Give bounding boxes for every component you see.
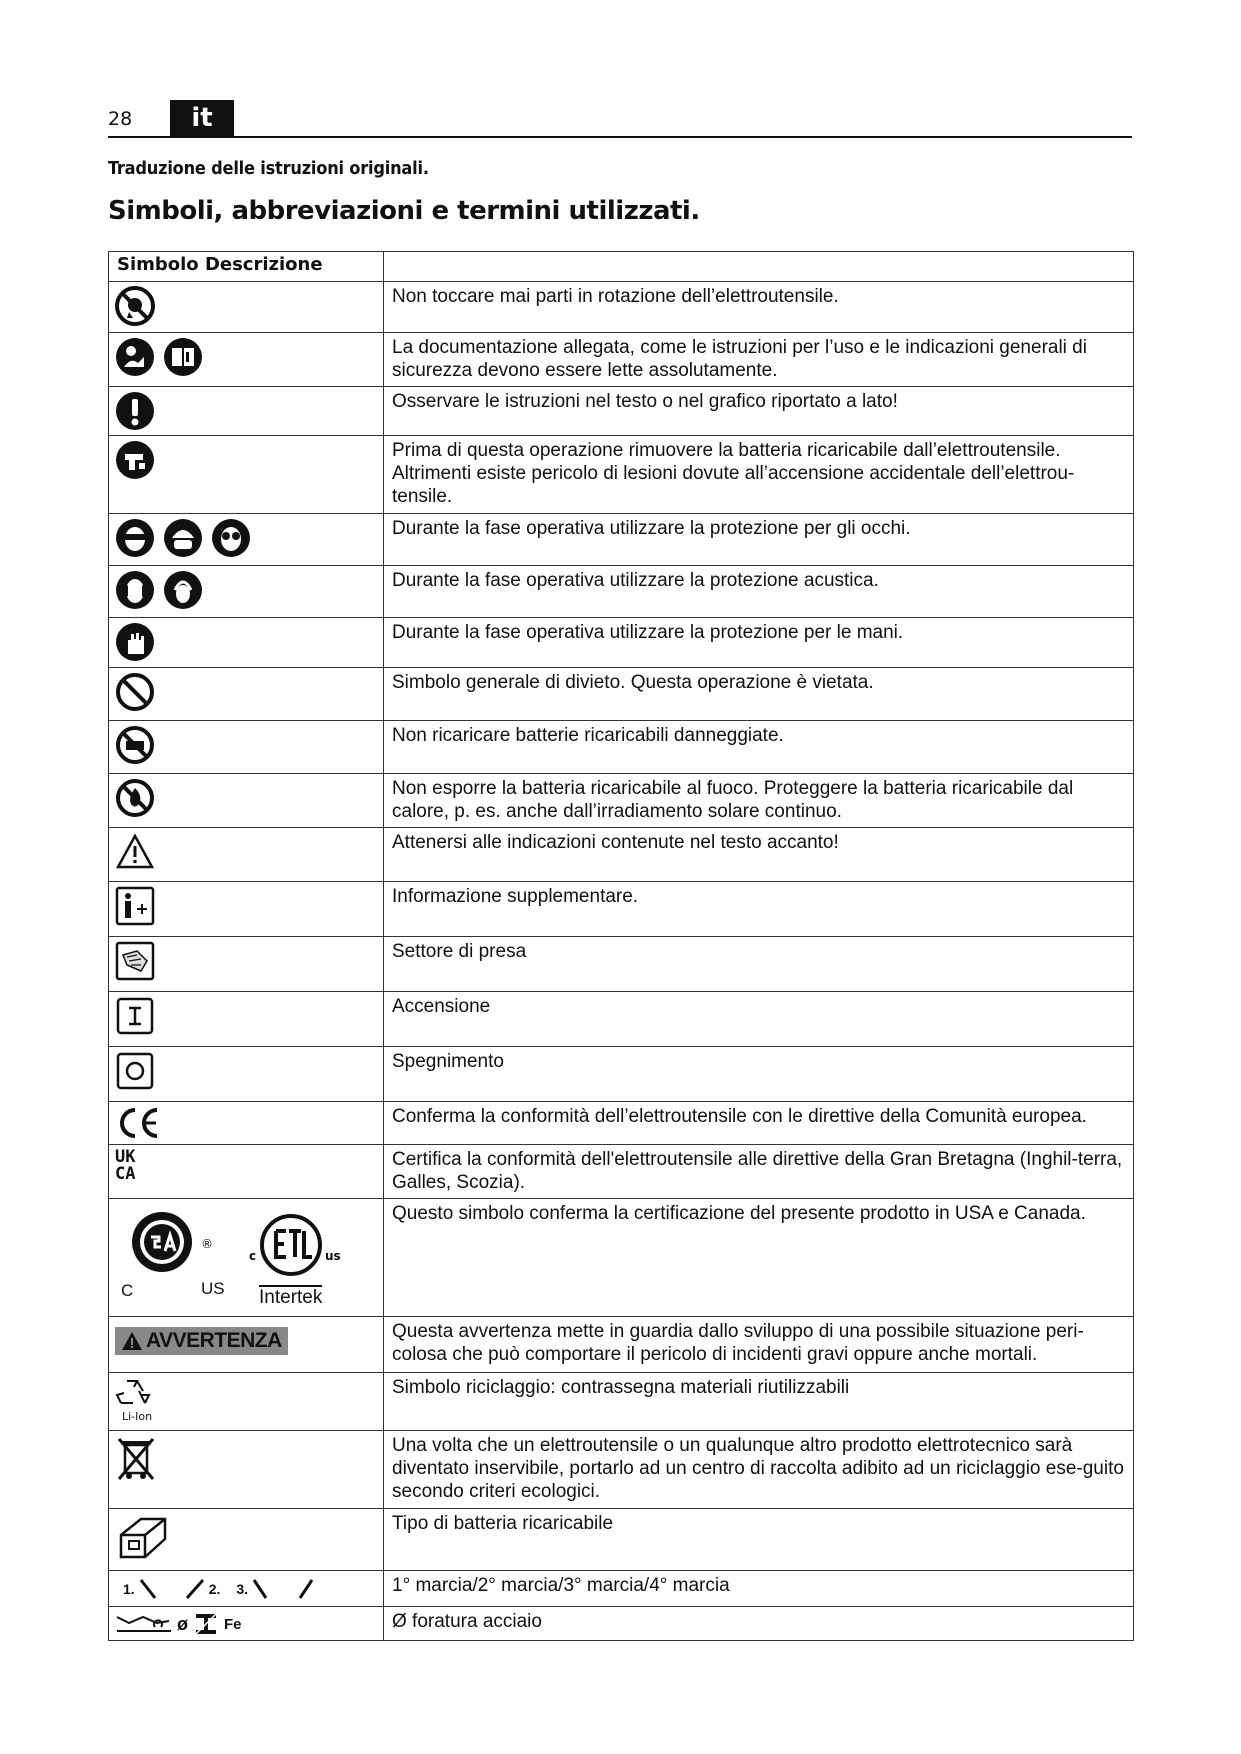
power-on-icon	[115, 996, 155, 1036]
row-description: Simbolo generale di divieto. Questa operazione è vietata.	[384, 668, 1134, 721]
row-description: Informazione supplementare.	[384, 882, 1134, 937]
avvertenza-label-icon	[115, 1327, 288, 1355]
info-plus-icon	[115, 886, 155, 926]
page-title: Simboli, abbreviazioni e termini utilizzati.	[108, 196, 700, 226]
table-row	[109, 1047, 1134, 1102]
page-subtitle: Traduzione delle istruzioni originali.	[108, 158, 429, 179]
table-row	[109, 721, 1134, 774]
table-row	[109, 566, 1134, 618]
row-description: Attenersi alle indicazioni contenute nel testo accanto!	[384, 828, 1134, 882]
table-header-row	[109, 252, 1134, 282]
li-ion-label: Li-Ion	[121, 1410, 153, 1423]
row-description: Non esporre la batteria ricaricabile al fuoco. Proteggere la batteria ricaricabile dal calore, p. es. anche dall’irradiamento solare continuo.	[384, 774, 1134, 828]
remove-battery-icon	[115, 440, 155, 480]
screw-angle-1-icon	[139, 1578, 159, 1600]
csa-c-label: C	[121, 1281, 134, 1300]
table-row	[109, 1607, 1134, 1641]
row-description: Tipo di batteria ricaricabile	[384, 1509, 1134, 1571]
table-row	[109, 882, 1134, 937]
table-row	[109, 1145, 1134, 1199]
diameter-symbol: ø	[177, 1613, 188, 1634]
no-fire-icon	[115, 778, 155, 818]
ukca-mark-icon	[115, 1149, 135, 1183]
row-description: Durante la fase operativa utilizzare la protezione acustica.	[384, 566, 1134, 618]
no-charge-damaged-icon	[115, 725, 155, 765]
hand-protection-icon	[115, 622, 155, 662]
gear-2-label: 2.	[208, 1581, 221, 1597]
ear-muffs-icon	[163, 570, 203, 610]
gear-selection-icon	[115, 1575, 377, 1603]
row-description: Spegnimento	[384, 1047, 1134, 1102]
steel-drilling-icon	[115, 1611, 377, 1637]
row-description: Ø foratura acciaio	[384, 1607, 1134, 1641]
table-row	[109, 774, 1134, 828]
table-row	[109, 992, 1134, 1047]
table-row	[109, 1317, 1134, 1373]
row-description: Accensione	[384, 992, 1134, 1047]
warning-small-icon	[121, 1331, 143, 1351]
header-rule	[108, 136, 1132, 138]
exclamation-icon	[115, 391, 155, 431]
read-instructions-person-icon	[115, 337, 155, 377]
table-row	[109, 333, 1134, 387]
read-manual-icon	[163, 337, 203, 377]
gear-1-label: 1.	[123, 1581, 135, 1597]
recycling-arrows-icon	[115, 1377, 151, 1411]
table-row	[109, 1571, 1134, 1607]
screw-angle-3-icon	[252, 1578, 270, 1600]
row-description: La documentazione allegata, come le istruzioni per l’uso e le indicazioni generali di sicurezza devono essere lette assolutamente.	[384, 333, 1134, 387]
table-row	[109, 436, 1134, 514]
csa-us-label: US	[201, 1279, 225, 1298]
row-description: Osservare le istruzioni nel testo o nel grafico riportato a lato!	[384, 387, 1134, 436]
row-description: Settore di presa	[384, 937, 1134, 992]
table-row	[109, 1373, 1134, 1431]
row-description: Prima di questa operazione rimuovere la batteria ricaricabile dall’elettroutensile. Altrimenti esiste pericolo di lesioni dovute all’accensione accidentale dell’elettrou-tensile.	[384, 436, 1134, 514]
page-header	[108, 100, 1132, 138]
table-row	[109, 1102, 1134, 1145]
screw-angle-4-icon	[296, 1578, 314, 1600]
table-row	[109, 1509, 1134, 1571]
ear-protection-icon	[115, 570, 155, 610]
csa-logo	[129, 1209, 195, 1275]
csa-registered-mark: ®	[201, 1237, 213, 1251]
intertek-label: Intertek	[259, 1287, 323, 1308]
eye-protection-icon	[211, 518, 251, 558]
table-row	[109, 937, 1134, 992]
steel-beam-icon	[194, 1612, 218, 1636]
row-description: Una volta che un elettroutensile o un qualunque altro prodotto elettrotecnico sarà diventato inservibile, portarlo ad un centro di raccolta adibito ad un riciclaggio ese-guito secondo criteri ecologici.	[384, 1431, 1134, 1509]
recycling-li-ion-icon	[115, 1377, 159, 1423]
no-touch-rotating-icon	[115, 286, 155, 326]
column-header-empty	[384, 252, 1134, 282]
table-row	[109, 1431, 1134, 1509]
page-number: 28	[108, 108, 133, 130]
etl-logo	[259, 1213, 323, 1277]
power-off-icon	[115, 1051, 155, 1091]
fe-label: Fe	[224, 1615, 242, 1633]
table-row	[109, 828, 1134, 882]
eye-protection-face-icon	[115, 518, 155, 558]
row-description: Durante la fase operativa utilizzare la protezione per le mani.	[384, 618, 1134, 668]
row-description: Simbolo riciclaggio: contrassegna materiali riutilizzabili	[384, 1373, 1134, 1431]
screw-angle-2-icon	[183, 1578, 205, 1600]
helmet-visor-icon	[163, 518, 203, 558]
grip-area-icon	[115, 941, 155, 981]
row-description: Non toccare mai parti in rotazione dell’elettroutensile.	[384, 282, 1134, 333]
drill-bit-icon	[115, 1613, 171, 1635]
ukca-top-text: UK	[115, 1147, 136, 1167]
table-row	[109, 514, 1134, 566]
ce-mark-icon	[115, 1106, 163, 1140]
row-description: Durante la fase operativa utilizzare la protezione per gli occhi.	[384, 514, 1134, 566]
avvertenza-text: AVVERTENZA	[146, 1329, 282, 1352]
gear-3-label: 3.	[236, 1581, 249, 1597]
row-description: Certifica la conformità dell'elettroutensile alle direttive della Gran Bretagna (Inghil-terra, Galles, Scozia).	[384, 1145, 1134, 1199]
row-description: 1° marcia/2° marcia/3° marcia/4° marcia	[384, 1571, 1134, 1607]
warning-triangle-icon	[115, 832, 155, 872]
table-row	[109, 1199, 1134, 1317]
row-description: Questa avvertenza mette in guardia dallo sviluppo di una possibile situazione peri-colosa che può comportare il pericolo di incidenti gravi oppure anche mortali.	[384, 1317, 1134, 1373]
etl-us-label: us	[325, 1249, 341, 1263]
table-row	[109, 282, 1134, 333]
row-description: Questo simbolo conferma la certificazione del presente prodotto in USA e Canada.	[384, 1199, 1134, 1317]
battery-type-icon	[115, 1513, 171, 1567]
csa-etl-mark-icon	[115, 1203, 377, 1313]
row-description: Conferma la conformità dell’elettroutensile con le direttive della Comunità europea.	[384, 1102, 1134, 1145]
symbols-table	[108, 251, 1134, 1641]
table-row	[109, 387, 1134, 436]
weee-bin-icon	[115, 1435, 157, 1481]
ukca-bottom-text: CA	[115, 1164, 136, 1184]
language-tab: it	[170, 100, 234, 136]
prohibition-icon	[115, 672, 155, 712]
row-description: Non ricaricare batterie ricaricabili danneggiate.	[384, 721, 1134, 774]
etl-c-label: c	[249, 1249, 257, 1263]
table-row	[109, 618, 1134, 668]
column-header: Simbolo Descrizione	[109, 252, 384, 282]
table-row	[109, 668, 1134, 721]
